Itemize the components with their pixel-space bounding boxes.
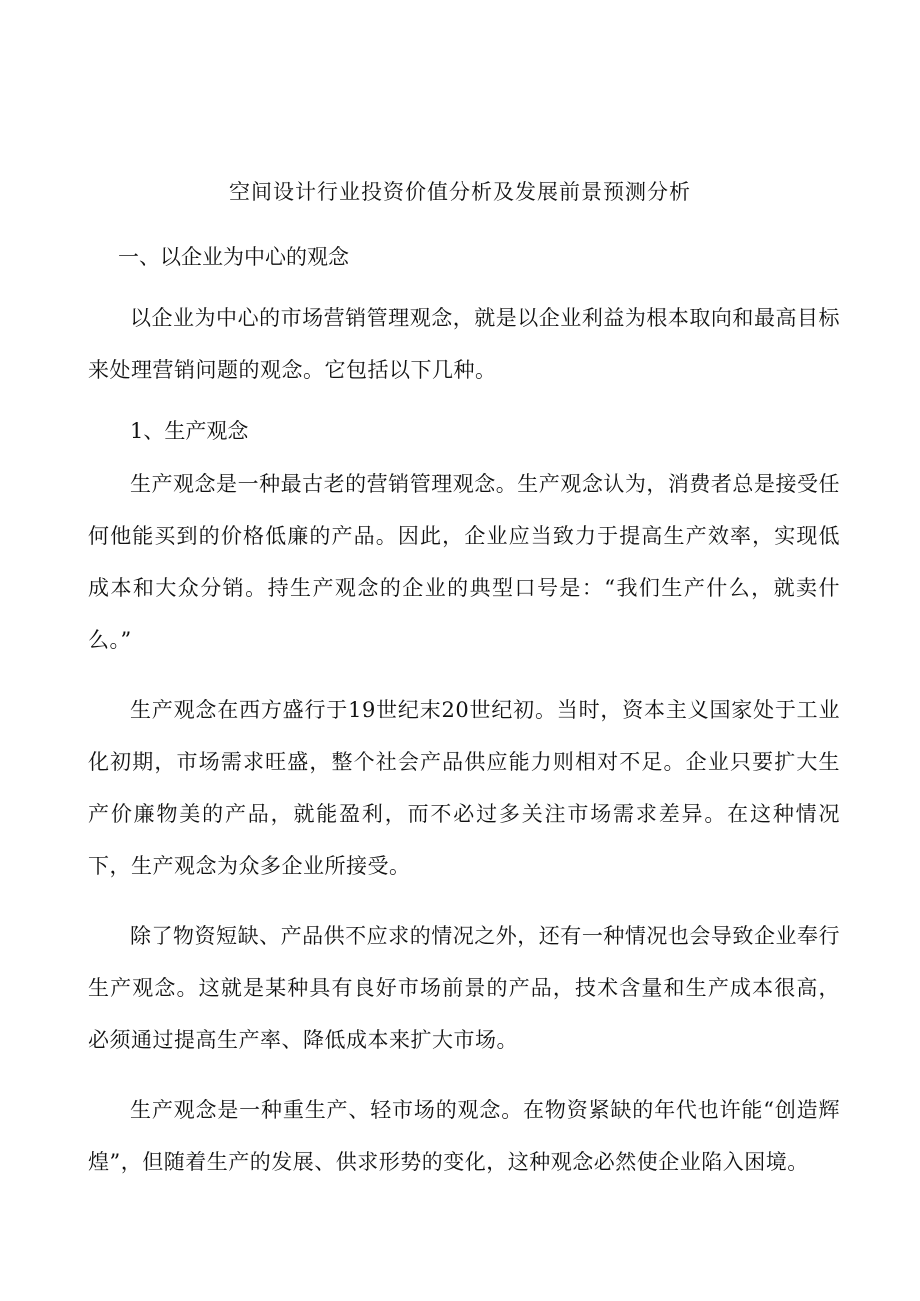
body-paragraph-3: 除了物资短缺、产品供不应求的情况之外，还有一种情况也会导致企业奉行生产观念。这就是某种具有良好市场前景的产品，技术含量和生产成本很高，必须通过提高生产率、降低成本来扩大市场。 [88,924,840,1052]
subsection-heading: 1、生产观念 [130,419,249,443]
document-title: 空间设计行业投资价值分析及发展前景预测分析 [229,180,691,204]
document-body [88,240,840,1206]
body-paragraph-4: 生产观念是一种重生产、轻市场的观念。在物资紧缺的年代也许能“创造辉煌”，但随着生产的发展、供求形势的变化，这种观念必然使企业陷入困境。 [88,1098,840,1174]
body-paragraph-1: 生产观念是一种最古老的营销管理观念。生产观念认为，消费者总是接受任何他能买到的价格低廉的产品。因此，企业应当致力于提高生产效率，实现低成本和大众分销。持生产观念的企业的典型口号是：“我们生产什么，就卖什么。” [88,472,840,652]
body-paragraph-2: 生产观念在西方盛行于19世纪末20世纪初。当时，资本主义国家处于工业化初期，市场需求旺盛，整个社会产品供应能力则相对不足。企业只要扩大生产价廉物美的产品，就能盈利，而不必过多关注市场需求差异。在这种情况下，生产观念为众多企业所接受。 [88,698,840,878]
section-heading: 一、以企业为中心的观念 [118,245,349,269]
intro-paragraph: 以企业为中心的市场营销管理观念，就是以企业利益为根本取向和最高目标来处理营销问题的观念。它包括以下几种。 [88,306,840,382]
